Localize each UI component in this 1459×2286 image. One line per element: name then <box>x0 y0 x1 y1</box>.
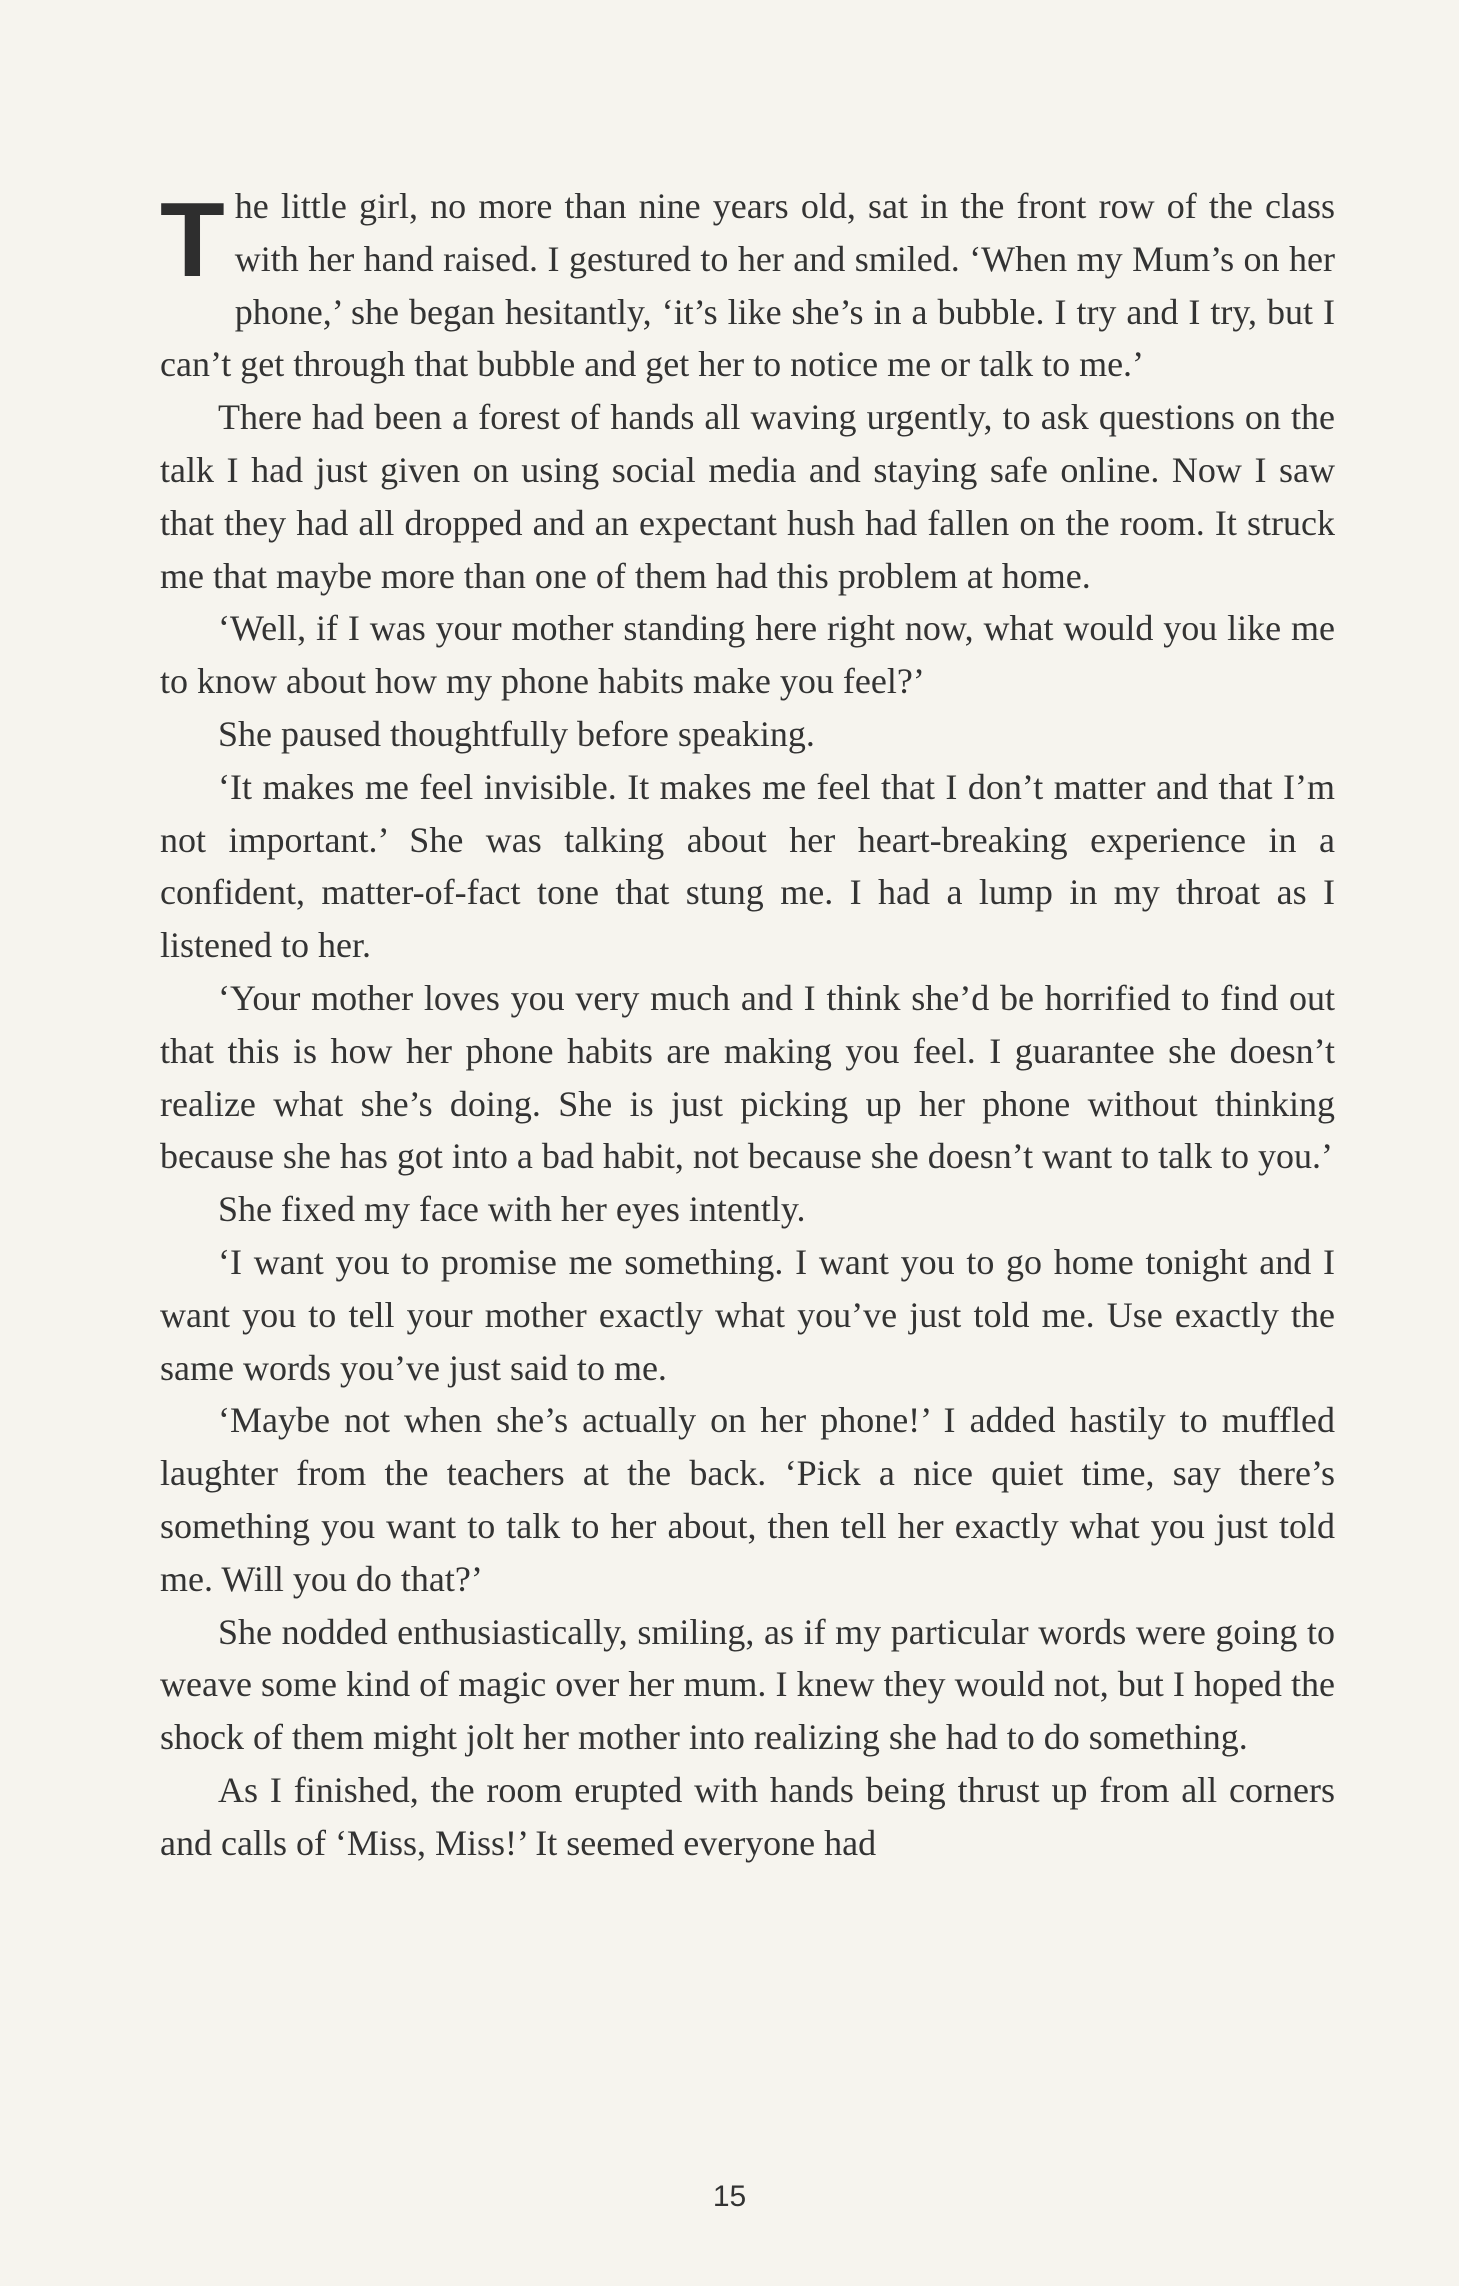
paragraph-10: She nodded enthusiastically, smiling, as if my particular words were going to weave some kind of magic over her mum. I knew they would not, but I hoped the shock of them might jolt her mother into realizing she had to do something. <box>160 1611 1335 1758</box>
paragraph-8: ‘I want you to promise me something. I want you to go home tonight and I want you to tell your mother exactly what you’ve just told me. Use exactly the same words you’ve just said to me. <box>160 1241 1335 1388</box>
paragraph-5: ‘It makes me feel invisible. It makes me feel that I don’t matter and that I’m not important.’ She was talking about her heart-breaking experience in a confident, matter-of-fact tone that stung me. I had a lump in my throat as I listened to her. <box>160 766 1335 966</box>
drop-cap: T <box>160 181 225 299</box>
paragraph-6: ‘Your mother loves you very much and I think she’d be horrified to find out that this is how her phone habits are making you feel. I guarantee she doesn’t realize what she’s doing. She is just picking up her phone without thinking because she has got into a bad habit, not because she doesn’t want to talk to you.’ <box>160 977 1335 1177</box>
paragraph-11: As I finished, the room erupted with hands being thrust up from all corners and calls of ‘Miss, Miss!’ It seemed everyone had <box>160 1769 1335 1863</box>
paragraph-9: ‘Maybe not when she’s actually on her phone!’ I added hastily to muffled laughter from the teachers at the back. ‘Pick a nice quiet time, say there’s something you want to talk to her about, then tell her exactly what you just told me. Will you do that?’ <box>160 1400 1335 1599</box>
paragraph-7: She fixed my face with her eyes intently. <box>218 1189 806 1230</box>
paragraph-1 <box>160 180 1335 391</box>
paragraph-4: She paused thoughtfully before speaking. <box>218 713 815 754</box>
paragraph-1-text: he little girl, no more than nine years old, sat in the front row of the class with her hand raised. I gestured to her and smiled. ‘When my Mum’s on her phone,’ she began hesitantly, ‘it’s like she’s in a bubble. I try and I try, but I can’t get through that bubble and get her to notice me or talk to me.’ <box>160 186 1335 385</box>
paragraph-3: ‘Well, if I was your mother standing here right now, what would you like me to know about how my phone habits make you feel?’ <box>160 608 1335 702</box>
page-number: 15 <box>712 2180 747 2213</box>
paragraph-2: There had been a forest of hands all waving urgently, to ask questions on the talk I had just given on using social media and staying safe online. Now I saw that they had all dropped and an expectant hush had fallen on the room. It struck me that maybe more than one of them had this problem at home. <box>160 397 1335 596</box>
body-text <box>160 180 1335 1870</box>
